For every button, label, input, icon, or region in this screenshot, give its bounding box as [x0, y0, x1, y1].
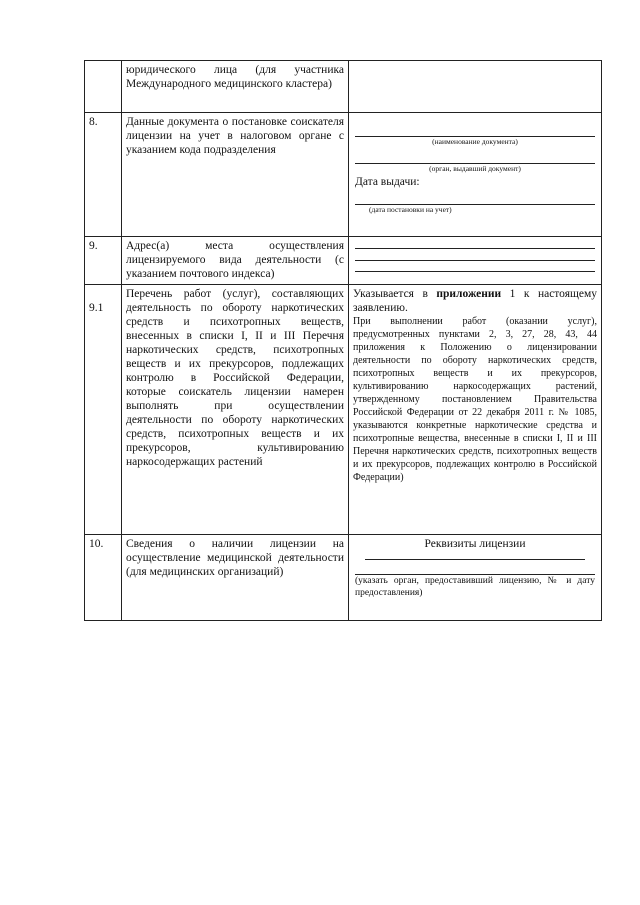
table-row — [85, 61, 602, 113]
row-number: 9.1 — [85, 285, 122, 535]
row-number: 10. — [85, 535, 122, 621]
license-caption: (указать орган, предоставивший лицензию, № и дату предоставления) — [355, 576, 595, 598]
appendix-text-prefix: Указывается в — [353, 288, 428, 300]
row-label: Данные документа о постановке соискателя лицензии на учет в налоговом органе с указанием кода подразделения — [122, 113, 349, 237]
license-line-2[interactable] — [355, 560, 595, 575]
issuer-caption: (орган, выдавший документ) — [429, 164, 521, 173]
appendix-text-suffix: 1 к настоящему заявлению. — [353, 288, 597, 314]
table-row — [85, 113, 602, 237]
row-number: 8. — [85, 113, 122, 237]
row-label: Перечень работ (услуг), составляющих деятельность по обороту наркотических средств и психотропных веществ, внесенных в списки I, II и III Перечня наркотических средств, психотропных веществ и их прекурсоров, подлежащих контролю в Российской Федерации, которые соискатель лицензии намерен выполнять при осуществлении деятельности по обороту наркотических средств, психотропных веществ и их прекурсоров, культивированию наркосодержащих растений — [122, 285, 349, 535]
table-row — [85, 535, 602, 621]
address-fields — [349, 237, 602, 285]
issue-date-label: Дата выдачи: — [355, 176, 420, 188]
works-list-cell — [349, 285, 602, 535]
row-value-cell — [349, 61, 602, 113]
address-line-3[interactable] — [355, 261, 595, 272]
row-number: 9. — [85, 237, 122, 285]
doc-name-line[interactable] — [355, 123, 595, 137]
license-details-cell — [349, 535, 602, 621]
table-row — [85, 237, 602, 285]
works-note: При выполнении работ (оказании услуг), предусмотренных пунктами 2, 3, 27, 28, 43, 44 приложения к Положению о лицензировании деятельности по обороту наркотических средств, психотропных веществ и их прекурсоров, культивированию наркосодержащих растений, утвержденному постановлением Правительства Российской Федерации от 22 декабря 2011 г. № 1085, указываются конкретные наркотические средства и психотропные вещества, внесенные в списки I, II и III Перечня наркотических средств, психотропных веществ и их прекурсоров, подлежащих контролю в Российской Федерации) — [353, 316, 597, 483]
reg-date-line[interactable] — [355, 191, 595, 205]
doc-name-caption: (наименование документа) — [432, 137, 518, 146]
row-label: Сведения о наличии лицензии на осуществление медицинской деятельности (для медицинских организаций) — [122, 535, 349, 621]
issuer-line[interactable] — [355, 150, 595, 164]
tax-doc-fields — [349, 113, 602, 237]
address-line-2[interactable] — [355, 249, 595, 261]
row-number-cell — [85, 61, 122, 113]
address-line-1[interactable] — [355, 239, 595, 249]
appendix-reference — [353, 287, 597, 315]
table-row — [85, 285, 602, 535]
application-form-table — [84, 60, 602, 621]
row-label: юридического лица (для участника Международного медицинского кластера) — [122, 61, 349, 113]
row-label: Адрес(а) места осуществления лицензируемого вида деятельности (с указанием почтового индекса) — [122, 237, 349, 285]
appendix-text-bold: приложении — [436, 288, 502, 300]
license-line-1[interactable] — [365, 551, 585, 560]
reg-date-caption: (дата постановки на учет) — [369, 205, 452, 214]
license-details-title: Реквизиты лицензии — [424, 538, 526, 550]
